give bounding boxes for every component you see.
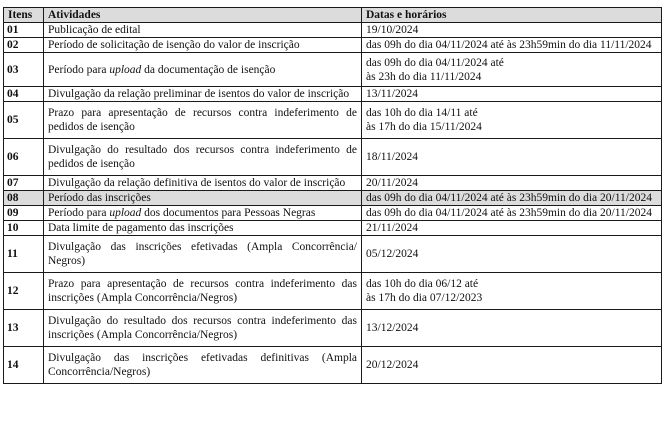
activity-cell: Divulgação da relação preliminar de isentos do valor de inscrição: [44, 87, 362, 102]
table-row: [4, 38, 662, 53]
activity-text-italic: upload: [109, 63, 142, 76]
header-items: Itens: [4, 8, 44, 23]
dates-cell: [362, 176, 662, 191]
table-header-row: [4, 8, 662, 23]
item-number: 02: [4, 38, 44, 53]
item-number: 13: [4, 310, 44, 347]
dates-cell: [362, 87, 662, 102]
date-line: às 23h do dia 11/11/2024: [366, 70, 482, 83]
table-row: [4, 347, 662, 384]
dates-cell: [362, 23, 662, 38]
item-number: 04: [4, 87, 44, 102]
date-line: às 17h do dia 07/12/2023: [366, 292, 483, 304]
item-number: 10: [4, 221, 44, 236]
date-line: 20/11/2024: [366, 177, 418, 189]
item-number: 08: [4, 191, 44, 206]
dates-cell: [362, 347, 662, 384]
table-row: [4, 236, 662, 273]
item-number: 06: [4, 139, 44, 176]
table-row-highlighted: [4, 191, 662, 206]
table-row: [4, 23, 662, 38]
dates-cell: [362, 191, 662, 206]
schedule-table: [3, 7, 662, 384]
item-number: 12: [4, 273, 44, 310]
activity-cell: Divulgação do resultado dos recursos contra indeferimento de pedidos de isenção: [44, 139, 362, 176]
activity-cell: Período de solicitação de isenção do valor de inscrição: [44, 38, 362, 53]
dates-cell: [362, 273, 662, 310]
header-activities: Atividades: [44, 8, 362, 23]
date-line: 21/11/2024: [366, 222, 418, 234]
date-line: 18/11/2024: [366, 151, 418, 163]
dates-cell: [362, 221, 662, 236]
activity-text-post: dos documentos para Pessoas Negras: [141, 207, 316, 219]
date-line: das 10h do dia 06/12 até: [366, 278, 479, 290]
table-row: [4, 310, 662, 347]
table-row: [4, 87, 662, 102]
date-line: às 17h do dia 15/11/2024: [366, 121, 482, 133]
item-number: 09: [4, 206, 44, 221]
activity-cell: [44, 53, 362, 87]
date-line: 05/12/2024: [366, 248, 419, 260]
dates-cell: [362, 139, 662, 176]
activity-cell: Divulgação das inscrições efetivadas (Ampla Concorrência/ Negros): [44, 236, 362, 273]
item-number: 07: [4, 176, 44, 191]
activity-cell: Divulgação do resultado dos recursos contra indeferimento das inscrições (Ampla Concorrência/Negros): [44, 310, 362, 347]
date-line: das 09h do dia 04/11/2024 até: [366, 56, 504, 69]
activity-text-post: da documentação de isenção: [141, 63, 276, 76]
item-number: 11: [4, 236, 44, 273]
activity-cell: Data limite de pagamento das inscrições: [44, 221, 362, 236]
activity-cell: Divulgação da relação definitiva de isentos do valor de inscrição: [44, 176, 362, 191]
dates-cell: [362, 310, 662, 347]
activity-cell: Prazo para apresentação de recursos contra indeferimento das inscrições (Ampla Concorrência/Negros): [44, 273, 362, 310]
dates-cell: [362, 206, 662, 221]
activity-text-italic: upload: [109, 207, 142, 219]
activity-cell: [44, 206, 362, 221]
item-number: 01: [4, 23, 44, 38]
date-line: das 09h do dia 04/11/2024 até às 23h59min do dia 20/11/2024: [366, 192, 652, 204]
date-line: 13/11/2024: [366, 88, 418, 100]
table-row: [4, 273, 662, 310]
activity-cell: Divulgação das inscrições efetivadas definitivas (Ampla Concorrência/Negros): [44, 347, 362, 384]
dates-cell: [362, 236, 662, 273]
date-line: das 09h do dia 04/11/2024 até às 23h59min do dia 20/11/2024: [366, 207, 652, 219]
item-number: 05: [4, 102, 44, 139]
header-dates: Datas e horários: [362, 8, 662, 23]
activity-text-pre: Período para: [48, 63, 110, 76]
item-number: 03: [4, 53, 44, 87]
activity-text-pre: Período para: [48, 207, 110, 219]
dates-cell: [362, 53, 662, 87]
date-line: das 09h do dia 04/11/2024 até às 23h59min do dia 11/11/2024: [366, 39, 652, 51]
date-line: 13/12/2024: [366, 322, 419, 334]
activity-cell: Publicação de edital: [44, 23, 362, 38]
date-line: 19/10/2024: [366, 24, 419, 36]
table-row: [4, 53, 662, 87]
date-line: 20/12/2024: [366, 359, 419, 371]
activity-cell: Prazo para apresentação de recursos contra indeferimento de pedidos de isenção: [44, 102, 362, 139]
table-row: [4, 102, 662, 139]
dates-cell: [362, 38, 662, 53]
date-line: das 10h do dia 14/11 até: [366, 107, 478, 119]
activity-cell: Período das inscrições: [44, 191, 362, 206]
table-row: [4, 176, 662, 191]
table-row: [4, 221, 662, 236]
table-row: [4, 139, 662, 176]
dates-cell: [362, 102, 662, 139]
item-number: 14: [4, 347, 44, 384]
table-row: [4, 206, 662, 221]
